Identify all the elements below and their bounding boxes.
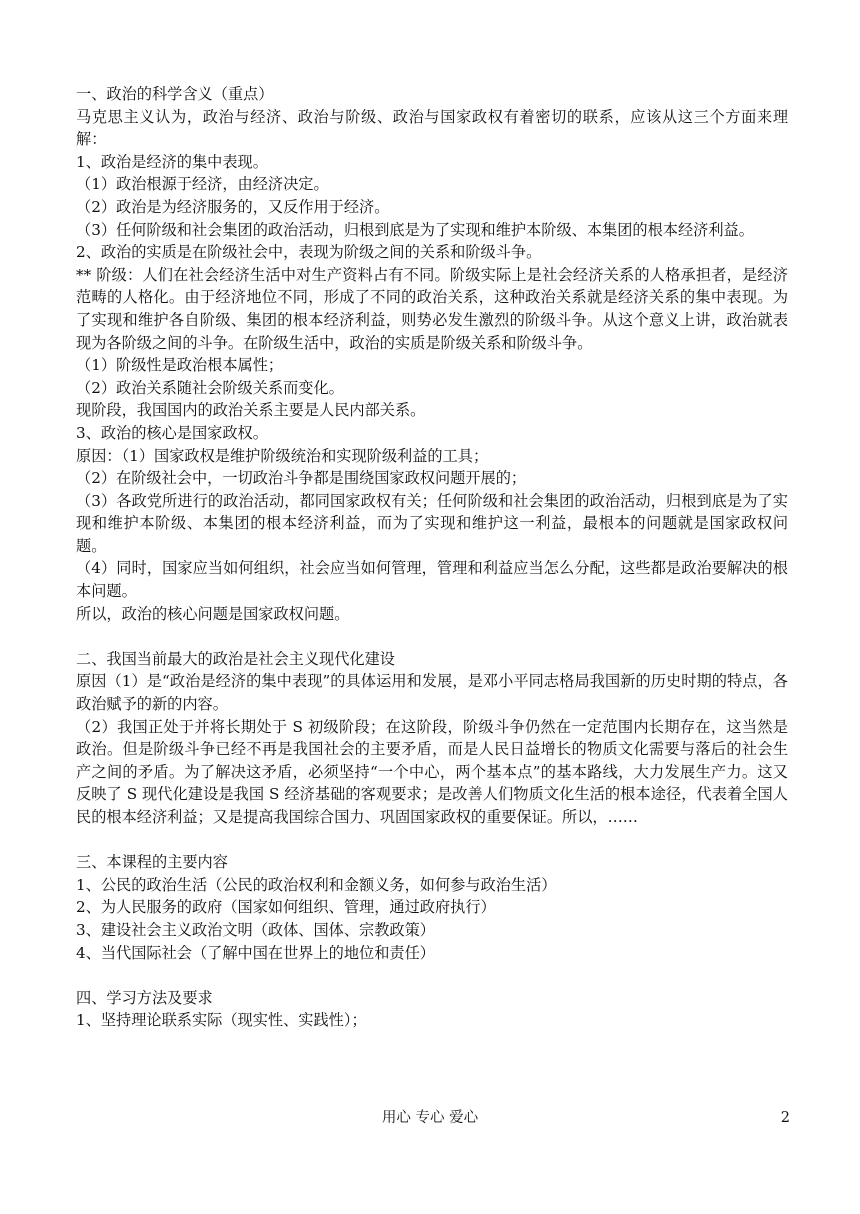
section-4-item: 1、坚持理论联系实际（现实性、实践性）； xyxy=(76,1011,367,1030)
point-1-sub-2: （2）政治是为经济服务的，又反作用于经济。 xyxy=(76,197,390,216)
page-body xyxy=(76,83,788,1032)
section-3-item: 1、公民的政治生活（公民的政治权利和金额义务，如何参与政治生活） xyxy=(76,875,557,894)
section-2-heading: 二、我国当前最大的政治是社会主义现代化建设 xyxy=(76,649,395,668)
section-3-item: 2、为人民服务的政府（国家如何组织、管理，通过政府执行） xyxy=(76,898,496,917)
point-1: 1、政治是经济的集中表现。 xyxy=(76,152,268,171)
point-2-note: ** 阶级：人们在社会经济生活中对生产资料占有不同。阶级实际上是社会经济关系的人格承担者，是经济范畴的人格化。由于经济地位不同，形成了不同的政治关系，这种政治关系就是经济关系的集中表现。为了实现和维护各自阶级、集团的根本经济利益，则势必发生激烈的阶级斗争。从这个意义上讲，政治就表现为各阶级之间的斗争。在阶级生活中，政治的实质是阶级关系和阶级斗争。 xyxy=(76,265,788,352)
point-2-sub-1: （1）阶级性是政治根本属性； xyxy=(76,356,284,375)
point-3-reason-1: 原因：（1）国家政权是维护阶级统治和实现阶级利益的工具； xyxy=(76,446,489,465)
paragraph-gap xyxy=(76,964,788,987)
section-3-item: 4、当代国际社会（了解中国在世界上的地位和责任） xyxy=(76,943,435,962)
section-2-reason-1: 原因（1）是“政治是经济的集中表现”的具体运用和发展，是邓小平同志格局我国新的历史时期的特点，各政治赋予的新的内容。 xyxy=(76,672,788,714)
point-3-reason-2: （2）在阶级社会中，一切政治斗争都是围绕国家政权问题开展的； xyxy=(76,469,527,488)
point-3-reason-4: （4）同时，国家应当如何组织，社会应当如何管理，管理和利益应当怎么分配，这些都是政治要解决的根本问题。 xyxy=(76,559,788,601)
paragraph-gap xyxy=(76,829,788,852)
point-2-sub-2: （2）政治关系随社会阶级关系而变化。 xyxy=(76,378,344,397)
section-4-heading: 四、学习方法及要求 xyxy=(76,988,213,1007)
section-1-intro: 马克思主义认为，政治与经济、政治与阶级、政治与国家政权有着密切的联系，应该从这三个方面来理解： xyxy=(76,107,788,149)
page-number: 2 xyxy=(780,1110,790,1126)
point-1-sub-1: （1）政治根源于经济，由经济决定。 xyxy=(76,175,329,194)
paragraph-gap xyxy=(76,625,788,648)
point-2-current: 现阶段，我国国内的政治关系主要是人民内部关系。 xyxy=(76,401,426,420)
point-2: 2、政治的实质是在阶级社会中，表现为阶级之间的关系和阶级斗争。 xyxy=(76,243,542,262)
section-3-item: 3、建设社会主义政治文明（政体、国体、宗教政策） xyxy=(76,920,435,939)
point-3: 3、政治的核心是国家政权。 xyxy=(76,423,268,442)
section-1-heading: 一、政治的科学含义（重点） xyxy=(76,85,274,103)
section-2-reason-2: （2）我国正处于并将长期处于 S 初级阶段；在这阶段，阶级斗争仍然在一定范围内长期存在，这当然是政治。但是阶级斗争已经不再是我国社会的主要矛盾，而是人民日益增长的物质文化需要与落后的社会生产之间的矛盾。为了解决这矛盾，必须坚持“一个中心，两个基本点”的基本路线，大力发展生产力。这又反映了 S 现代化建设是我国 S 经济基础的客观要求；是改善人们物质文化生活的根本途径，代表着全国人民的根本经济利益；又是提高我国综合国力、巩固国家政权的重要保证。所以，…… xyxy=(76,717,788,826)
footer-motto: 用心 专心 爱心 xyxy=(381,1110,479,1126)
section-1-conclusion: 所以，政治的核心问题是国家政权问题。 xyxy=(76,604,350,623)
point-3-reason-3: （3）各政党所进行的政治活动，都同国家政权有关；任何阶级和社会集团的政治活动，归根到底是为了实现和维护本阶级、本集团的根本经济利益，而为了实现和维护这一利益，最根本的问题就是国家政权问题。 xyxy=(76,491,788,555)
section-3-heading: 三、本课程的主要内容 xyxy=(76,853,228,872)
point-1-sub-3: （3）任何阶级和社会集团的政治活动，归根到底是为了实现和维护本阶级、本集团的根本经济利益。 xyxy=(76,220,754,239)
